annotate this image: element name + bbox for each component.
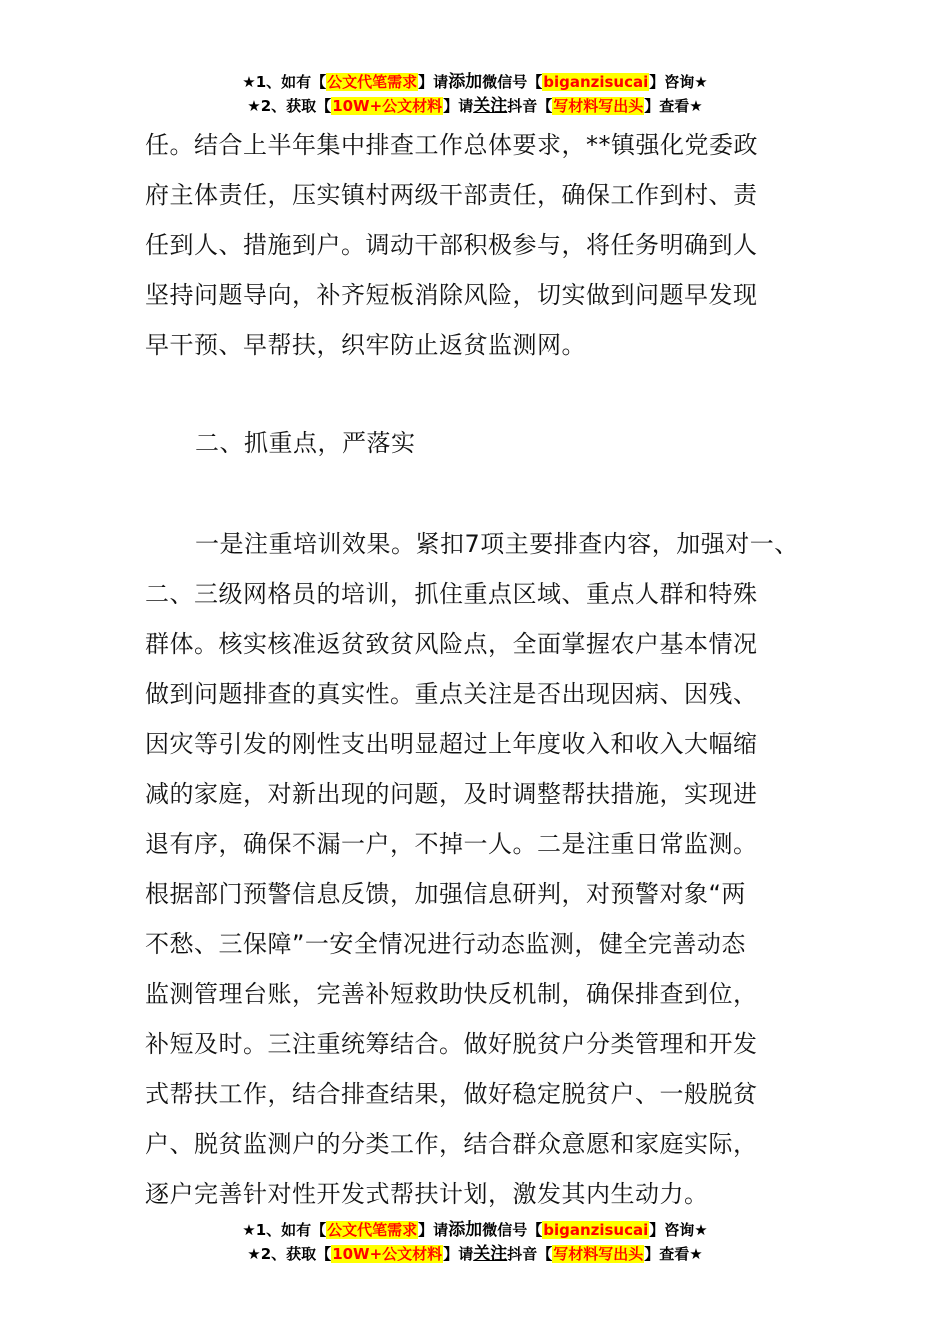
text-line: 根据部门预警信息反馈，加强信息研判，对预警对象“两: [145, 880, 746, 908]
banner-line-1: ★1、如有【公文代笔需求】请添加微信号【biganzisucai】咨询★: [242, 72, 708, 92]
text-line: 一是注重培训效果。紧扣7项主要排查内容，加强对一、: [195, 530, 799, 558]
text-line: 做到问题排查的真实性。重点关注是否出现因病、因残、: [145, 680, 758, 708]
text-line: 早干预、早帮扶，织牢防止返贫监测网。: [145, 331, 586, 359]
highlight-wechat-id: biganzisucai: [543, 1221, 649, 1239]
highlight-wechat-id: biganzisucai: [543, 73, 649, 91]
text-line: 坚持问题导向，补齐短板消除风险，切实做到问题早发现: [145, 281, 758, 309]
text-line: 任。结合上半年集中排查工作总体要求，**镇强化党委政: [145, 131, 758, 159]
highlight-service: 公文代笔需求: [327, 1221, 418, 1239]
text-line: 因灾等引发的刚性支出明显超过上年度收入和收入大幅缩: [145, 730, 758, 758]
text-line: 补短及时。三注重统筹结合。做好脱贫户分类管理和开发: [145, 1030, 758, 1058]
text-line: 户、脱贫监测户的分类工作，结合群众意愿和家庭实际，: [145, 1130, 758, 1158]
highlight-materials: 10W+公文材料: [332, 1245, 443, 1263]
text-line: 减的家庭，对新出现的问题，及时调整帮扶措施，实现进: [145, 780, 758, 808]
text-line: 不愁、三保障”一安全情况进行动态监测，健全完善动态: [145, 930, 746, 958]
footer-banner: [0, 1218, 950, 1266]
text-line: 逐户完善针对性开发式帮扶计划，激发其内生动力。: [145, 1180, 709, 1208]
header-banner: [0, 70, 950, 118]
highlight-douyin-account: 写材料写出头: [553, 97, 644, 115]
banner-line-2: ★2、获取【10W+公文材料】请关注抖音【写材料写出头】查看★: [247, 96, 703, 116]
paragraph-1: [145, 120, 825, 370]
text-line: 府主体责任，压实镇村两级干部责任，确保工作到村、责: [145, 181, 758, 209]
text-line: 任到人、措施到户。调动干部积极参与，将任务明确到人: [145, 231, 758, 259]
section-heading: 二、抓重点，严落实: [195, 429, 416, 457]
highlight-douyin-account: 写材料写出头: [553, 1245, 644, 1263]
text-line: 群体。核实核准返贫致贫风险点，全面掌握农户基本情况: [145, 630, 758, 658]
highlight-service: 公文代笔需求: [327, 73, 418, 91]
paragraph-2: [145, 519, 825, 1219]
text-line: 二、三级网格员的培训，抓住重点区域、重点人群和特殊: [145, 580, 758, 608]
text-line: 监测管理台账，完善补短救助快反机制，确保排查到位，: [145, 980, 758, 1008]
text-line: 式帮扶工作，结合排查结果，做好稳定脱贫户、一般脱贫: [145, 1080, 758, 1108]
banner-line-1: ★1、如有【公文代笔需求】请添加微信号【biganzisucai】咨询★: [242, 1220, 708, 1240]
banner-line-2: ★2、获取【10W+公文材料】请关注抖音【写材料写出头】查看★: [247, 1244, 703, 1264]
highlight-materials: 10W+公文材料: [332, 97, 443, 115]
text-line: 退有序，确保不漏一户，不掉一人。二是注重日常监测。: [145, 830, 758, 858]
